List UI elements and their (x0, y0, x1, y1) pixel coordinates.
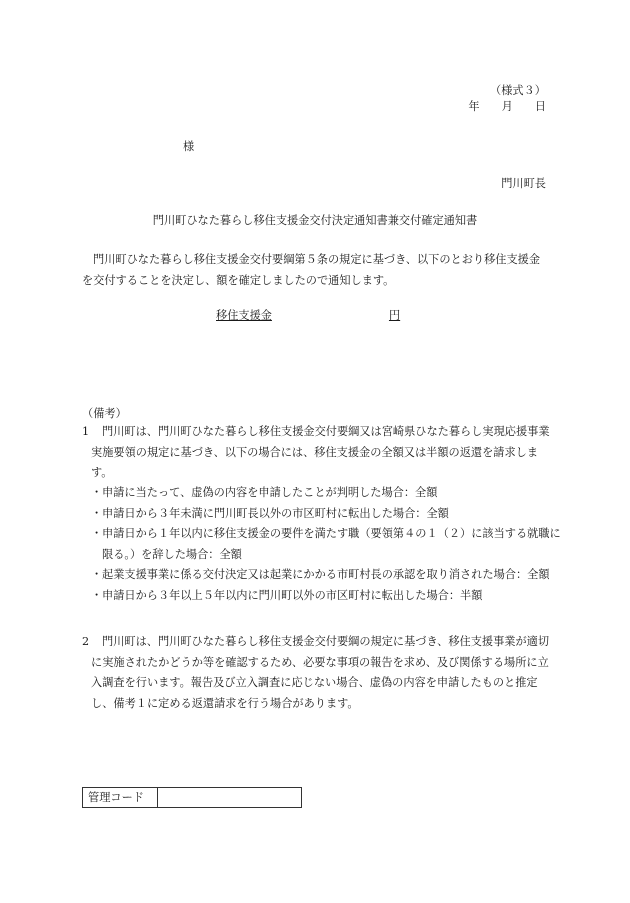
issuer-name: 門川町長 (501, 177, 546, 190)
form-number: （様式３） (490, 84, 546, 97)
date-day: 日 (534, 100, 546, 113)
date-month: 月 (501, 100, 513, 113)
body-text: 門川町ひなた暮らし移住支援金交付要綱第５条の規定に基づき、以下のとおり移住支援金を交付することを決定し、額を確定しましたので通知します。 (82, 253, 541, 287)
list-item: ・ 申請日から３年未満に門川町長以外の市区町村に転出した場合：全額 (91, 506, 449, 520)
remark-item-2 (82, 632, 550, 714)
management-code-value[interactable] (158, 788, 301, 807)
management-code-box (82, 787, 302, 808)
remark-text: 門川町は、門川町ひなた暮らし移住支援金交付要綱の規定に基づき、移住支援事業が適切に実施されたかどうか等を確認するため、必要な事項の報告を求め、及び関係する場所に立入調査を行います。報告及び立入調査に応じない場合、虚偽の内容を申請したものと推定し、備考１に定める返還請求を行う場合があります。 (91, 635, 550, 710)
list-item: ・ 申請日から３年以上５年以内に門川町以外の市区町村に転出した場合：半額 (91, 588, 483, 602)
list-item: ・ 起業支援事業に係る交付決定又は起業にかかる市町村長の承認を取り消された場合：全額 (91, 568, 550, 581)
addressee: 様 (183, 140, 195, 153)
document-title: 門川町ひなた暮らし移住支援金交付決定通知書兼交付確定通知書 (152, 214, 478, 227)
remark-item-1 (82, 422, 550, 484)
remarks-heading: （備考） (82, 407, 127, 420)
amount-label: 移住支援金 (216, 309, 272, 322)
list-item: ・ 申請日から１年以内に移住支援金の要件を満たす職（要領第４の１（２）に該当する就職に限る。）を辞した場合：全額 (91, 527, 561, 561)
list-item: ・ 申請に当たって、虚偽の内容を申請したことが判明した場合：全額 (91, 486, 438, 499)
remark-bullet-list (91, 483, 561, 606)
amount-unit: 円 (388, 309, 401, 322)
remark-number: 1 (82, 425, 90, 438)
amount-line (216, 307, 400, 323)
remark-text: 門川町は、門川町ひなた暮らし移住支援金交付要綱又は宮崎県ひなた暮らし実現応援事業実施要領の規定に基づき、以下の場合には、移住支援金の全額又は半額の返還を請求します。 (91, 425, 550, 479)
management-code-label: 管理コード (83, 788, 158, 807)
date-year: 年 (468, 100, 480, 113)
remark-number: 2 (82, 635, 90, 648)
issue-date (468, 98, 546, 114)
